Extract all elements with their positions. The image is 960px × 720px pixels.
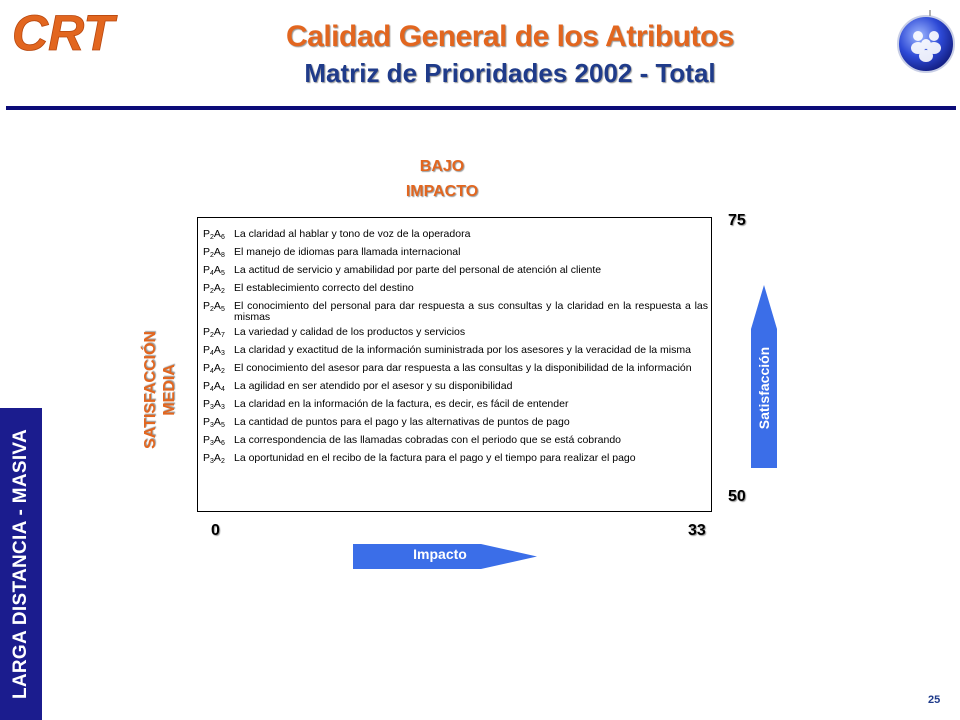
attribute-text: La claridad al hablar y tono de voz de la operadora xyxy=(234,228,471,240)
list-item xyxy=(203,435,708,449)
header-divider xyxy=(6,106,956,110)
list-item xyxy=(203,363,708,377)
attribute-code: $P_4A_4$ xyxy=(203,380,225,393)
attribute-code: $P_3A_6$ xyxy=(203,434,225,447)
attribute-code: $P_3A_3$ xyxy=(203,398,225,411)
attribute-code: $P_4A_3$ xyxy=(203,344,225,357)
attribute-text: La agilidad en ser atendido por el asesor y su disponibilidad xyxy=(234,380,513,392)
attribute-text: El conocimiento del personal para dar respuesta a sus consultas y la claridad en la respuesta a las mismas xyxy=(234,300,708,323)
attribute-code: $P_2A_7$ xyxy=(203,326,225,339)
globe-people-icon xyxy=(894,10,958,74)
y-axis-max: 75 xyxy=(728,212,746,229)
attribute-code: $P_2A_6$ xyxy=(203,228,225,241)
impact-arrow-label: Impacto xyxy=(413,546,467,562)
attribute-text: La actitud de servicio y amabilidad por parte del personal de atención al cliente xyxy=(234,264,602,276)
list-item xyxy=(203,327,708,341)
satisfaction-arrow-label: Satisfacción xyxy=(756,346,772,430)
list-item xyxy=(203,381,708,395)
quadrant-left-label xyxy=(141,331,179,449)
attribute-text: La correspondencia de las llamadas cobradas con el periodo que se está cobrando xyxy=(234,434,622,446)
page-subtitle: Matriz de Prioridades 2002 - Total xyxy=(304,58,716,88)
list-item xyxy=(203,399,708,413)
list-item xyxy=(203,247,708,261)
attribute-text: La variedad y calidad de los productos y servicios xyxy=(234,326,466,338)
attribute-text: El manejo de idiomas para llamada internacional xyxy=(234,246,461,258)
list-item xyxy=(203,345,708,359)
list-item xyxy=(203,301,708,323)
quadrant-left-label-line1: SATISFACCIÓN xyxy=(142,331,159,449)
y-axis-min: 50 xyxy=(728,488,746,505)
attribute-text: La claridad en la información de la factura, es decir, es fácil de entender xyxy=(234,398,569,410)
attribute-text: El establecimiento correcto del destino xyxy=(234,282,414,294)
attribute-text: La claridad y exactitud de la información suministrada por los asesores y la veracidad de la misma xyxy=(234,344,691,356)
list-item xyxy=(203,453,708,467)
attribute-code: $P_2A_8$ xyxy=(203,246,225,259)
side-banner-label: LARGA DISTANCIA - MASIVA xyxy=(10,428,31,700)
attribute-code: $P_3A_2$ xyxy=(203,452,225,465)
quadrant-left-label-line2: MEDIA xyxy=(161,364,178,416)
attribute-text: La cantidad de puntos para el pago y las alternativas de puntos de pago xyxy=(234,416,570,428)
x-axis-min: 0 xyxy=(211,522,220,539)
list-item xyxy=(203,417,708,431)
crt-logo xyxy=(8,4,128,60)
page-title: Calidad General de los Atributos xyxy=(286,20,734,53)
quadrant-top-label-line1: BAJO xyxy=(419,158,465,175)
attribute-text: El conocimiento del asesor para dar respuesta a las consultas y la disponibilidad de la información xyxy=(234,362,692,374)
attribute-code: $P_2A_2$ xyxy=(203,282,225,295)
attribute-code: $P_3A_5$ xyxy=(203,416,225,429)
list-item xyxy=(203,265,708,279)
quadrant-top-label-line2: IMPACTO xyxy=(405,183,479,200)
attribute-code: $P_4A_5$ xyxy=(203,264,225,277)
attribute-list-box xyxy=(197,217,712,512)
attribute-code: $P_4A_2$ xyxy=(203,362,225,375)
list-item xyxy=(203,283,708,297)
attribute-list xyxy=(203,229,708,471)
attribute-code: $P_2A_5$ xyxy=(203,300,225,313)
list-item xyxy=(203,229,708,243)
attribute-text: La oportunidad en el recibo de la factura para el pago y el tiempo para realizar el pago xyxy=(234,452,636,464)
svg-text:CRT: CRT xyxy=(12,5,114,60)
page-number: 25 xyxy=(928,694,941,706)
x-axis-max: 33 xyxy=(688,522,706,539)
